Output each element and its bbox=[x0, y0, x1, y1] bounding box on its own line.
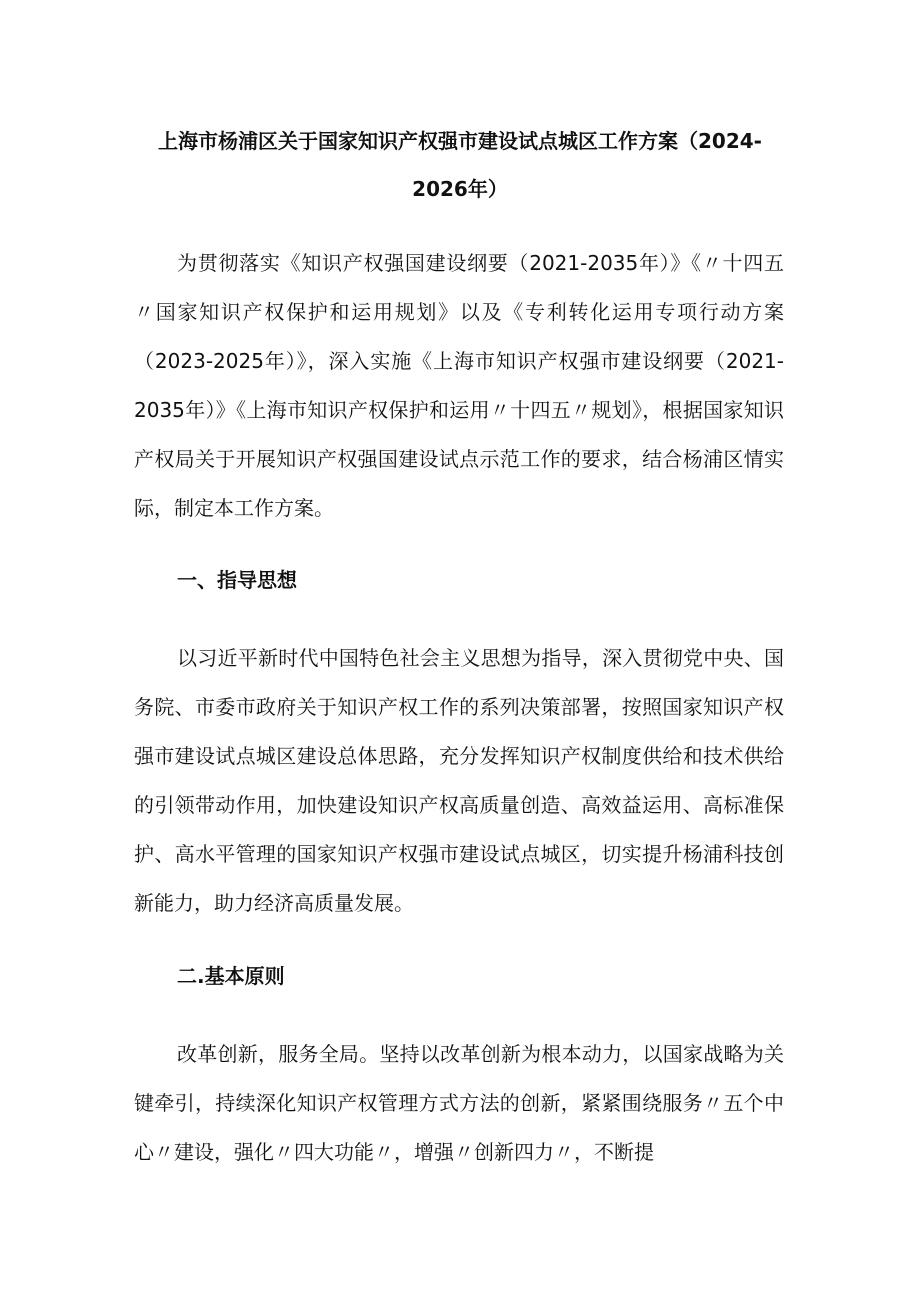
basic-principles-paragraph: 改革创新，服务全局。坚持以改革创新为根本动力，以国家战略为关键牵引，持续深化知识产权管理方式方法的创新，紧紧围绕服务〃五个中心〃建设，强化〃四大功能〃，增强〃创新四力〃，不断提 bbox=[134, 1042, 784, 1164]
document-title: 上海市杨浦区关于国家知识产权强市建设试点城区工作方案（2024-2026年） bbox=[158, 129, 762, 201]
intro-paragraph: 为贯彻落实《知识产权强国建设纲要（2021-2035年）》《〃十四五〃国家知识产权保护和运用规划》以及《专利转化运用专项行动方案（2023-2025年）》，深入实施《上海市知识产权强市建设纲要（2021-2035年）》《上海市知识产权保护和运用〃十四五〃规划》，根据国家知识产权局关于开展知识产权强国建设试点示范工作的要求，结合杨浦区情实际，制定本工作方案。 bbox=[134, 251, 784, 520]
section-heading-guiding-ideology: 一、指导思想 bbox=[177, 568, 297, 592]
section-heading-basic-principles: 二.基本原则 bbox=[177, 964, 285, 988]
guiding-ideology-paragraph: 以习近平新时代中国特色社会主义思想为指导，深入贯彻党中央、国务院、市委市政府关于知识产权工作的系列决策部署，按照国家知识产权强市建设试点城区建设总体思路，充分发挥知识产权制度供给和技术供给的引领带动作用，加快建设知识产权高质量创造、高效益运用、高标准保护、高水平管理的国家知识产权强市建设试点城区，切实提升杨浦科技创新能力，助力经济高质量发展。 bbox=[134, 646, 784, 915]
